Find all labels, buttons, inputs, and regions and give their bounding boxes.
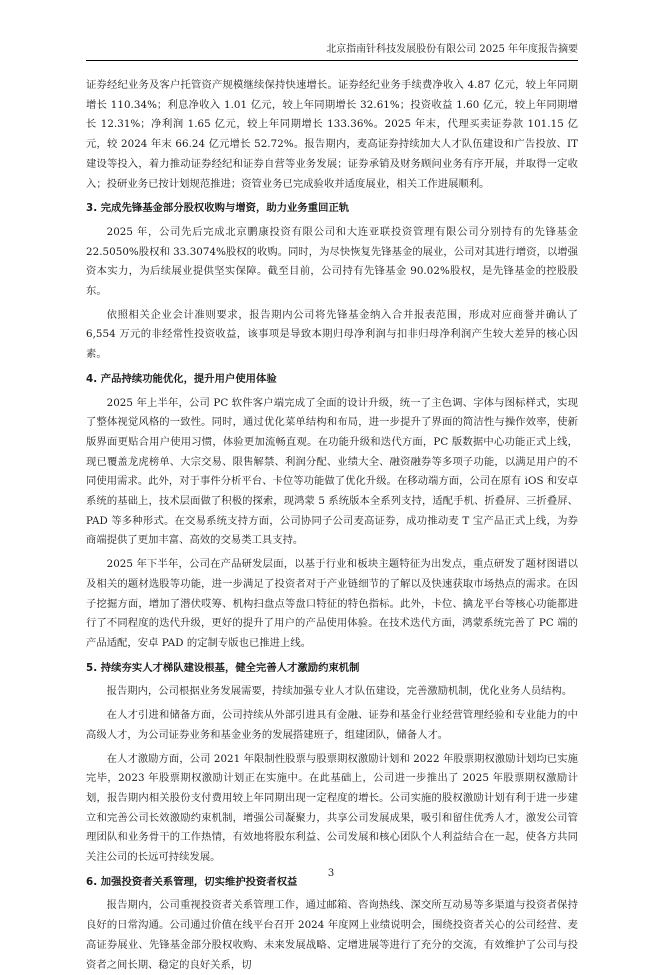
paragraph-talent-recruitment: 在人才引进和储备方面，公司持续从外部引进具有金融、证券和基金行业经营管理经验和专业能力的中高级人才，为公司证券业务和基金业务的发展搭建班子，组建团队，储备人才。 bbox=[86, 709, 578, 741]
section-heading-6: 6. 加强投资者关系管理，切实维护投资者权益 bbox=[86, 875, 298, 888]
page-header: 北京指南针科技发展股份有限公司 2025 年年度报告摘要 bbox=[86, 40, 578, 61]
section-heading-4: 4. 产品持续功能优化，提升用户使用体验 bbox=[86, 372, 277, 385]
section-heading-5: 5. 持续夯实人才梯队建设根基，健全完善人才激励约束机制 bbox=[86, 661, 360, 674]
paragraph-talent-incentive: 在人才激励方面，公司 2021 年限制性股票与股票期权激励计划和 2022 年股票期权激励计划均已实施完毕，2023 年股票期权激励计划正在实施中。在此基础上，公司进一步推出了 2025 年股票期权激励计划，报告期内相关股份支付费用较上年同期出现一定程度的增长。公司实施的股权激励计划有利于进一步建立和完善公司长效激励约束机制，增强公司凝聚力，共享公司发展成果，吸引和留住优秀人才，激发公司管理团队和业务骨干的工作热情，有效地将股东利益、公司发展和核心团队个人利益结合在一起，使各方共同关注公司的长远可持续发展。 bbox=[86, 752, 578, 864]
paragraph-product-h2: 2025 年下半年，公司在产品研发层面，以基于行业和板块主题特征为出发点，重点研发了题材图谱以及相关的题材选股等功能，进一步满足了投资者对于产业链细节的了解以及快速获取市场热点的需求。在因子挖掘方面，增加了潜伏哎筹、机构扫盘点等盘口特征的特色指标。此外，卡位、擒龙平台等核心功能都进行了不同程度的迭代升级，更好的提升了用户的产品使用体验。在技术迭代方面，鸿蒙系统完善了 PC 端的产品适配，安卓 PAD 的定制专版也已推进上线。 bbox=[86, 558, 578, 649]
paragraph-product-h1: 2025 年上半年，公司 PC 软件客户端完成了全面的设计升级，统一了主色调、字体与图标样式，实现了整体视觉风格的一致性。同时，通过优化菜单结构和布局，进一步提升了界面的简洁性与操作效率，使新版界面更贴合用户使用习惯，体验更加流畅直观。在功能升级和迭代方面，PC 版数据中心功能正式上线，现已覆盖龙虎榜单、大宗交易、限售解禁、利润分配、业绩大全、融资融券等多项子功能，以满足用户的不同使用需求。此外，对于事件分析平台、卡位等功能做了优化升级。在移动端方面，公司在原有 iOS 和安卓系统的基础上，技术层面做了积极的探索，现鸿蒙 5 系统版本全系列支持，适配手机、折叠屏、三折叠屏、PAD 等多种形式。在交易系统支持方面，公司协同子公司麦高证券，成功推动麦 T 宝产品正式上线，为券商端提供了更加丰富、高效的交易类工具支持。 bbox=[86, 396, 578, 547]
page-number: 3 bbox=[327, 868, 335, 879]
section-heading-3: 3. 完成先锋基金部分股权收购与增资，助力业务重回正轨 bbox=[86, 202, 350, 215]
paragraph-talent-intro: 报告期内，公司根据业务发展需要，持续加强专业人才队伍建设，完善激励机制，优化业务人员结构。 bbox=[106, 685, 573, 698]
paragraph-brokerage-growth: 证券经纪业务及客户托管资产规模继续保持快速增长。证券经纪业务手续费净收入 4.87 亿元，较上年同期增长 110.34%；利息净收入 1.01 亿元，较上年同期增长 32.61%；投资收益 1.60 亿元，较上年同期增长 12.31%；净利润 1.65 亿元，较上年同期增长 133.36%。2025 年末，代理买卖证券款 101.15 亿元，较 2024 年末 66.24 亿元增长 52.72%。报告期内，麦高证券持续加大人才队伍建设和广告投放、IT 建设等投入，着力推动证券经纪和证券自营等业务发展；证券承销及财务顾问业务有序开展，并取得一定收入；投研业务已按计划规范推进；资管业务已完成验收并适度展业，相关工作进展顺利。 bbox=[86, 79, 578, 190]
document-body bbox=[86, 76, 578, 975]
paragraph-fund-acquisition: 2025 年，公司先后完成北京鹏康投资有限公司和大连亚联投资管理有限公司分别持有的先锋基金 22.5050%股权和 33.3074%股权的收购。同时，为尽快恢复先锋基金的展业，公司对其进行增资，以增强资本实力，为后续展业提供坚实保障。截至目前，公司持有先锋基金 90.02%股权，是先锋基金的控股股东。 bbox=[86, 225, 578, 298]
paragraph-investor-relations: 报告期内，公司重视投资者关系管理工作，通过邮箱、咨询热线、深交所互动易等多渠道与投资者保持良好的日常沟通。公司通过价值在线平台召开 2024 年度网上业绩说明会，围绕投资者关心的公司经营、麦高证券展业、先锋基金部分股权收购、未来发展战略、定增进展等进行了充分的交流，有效维护了公司与投资者之间长期、稳定的良好关系，切 bbox=[86, 899, 578, 971]
paragraph-accounting-impact: 依照相关企业会计准则要求，报告期内公司将先锋基金纳入合并报表范围，形成对应商誉并确认了 6,554 万元的非经常性投资收益，该事项是导致本期归母净利润与扣非归母净利润产生较大差异的核心因素。 bbox=[86, 308, 578, 361]
